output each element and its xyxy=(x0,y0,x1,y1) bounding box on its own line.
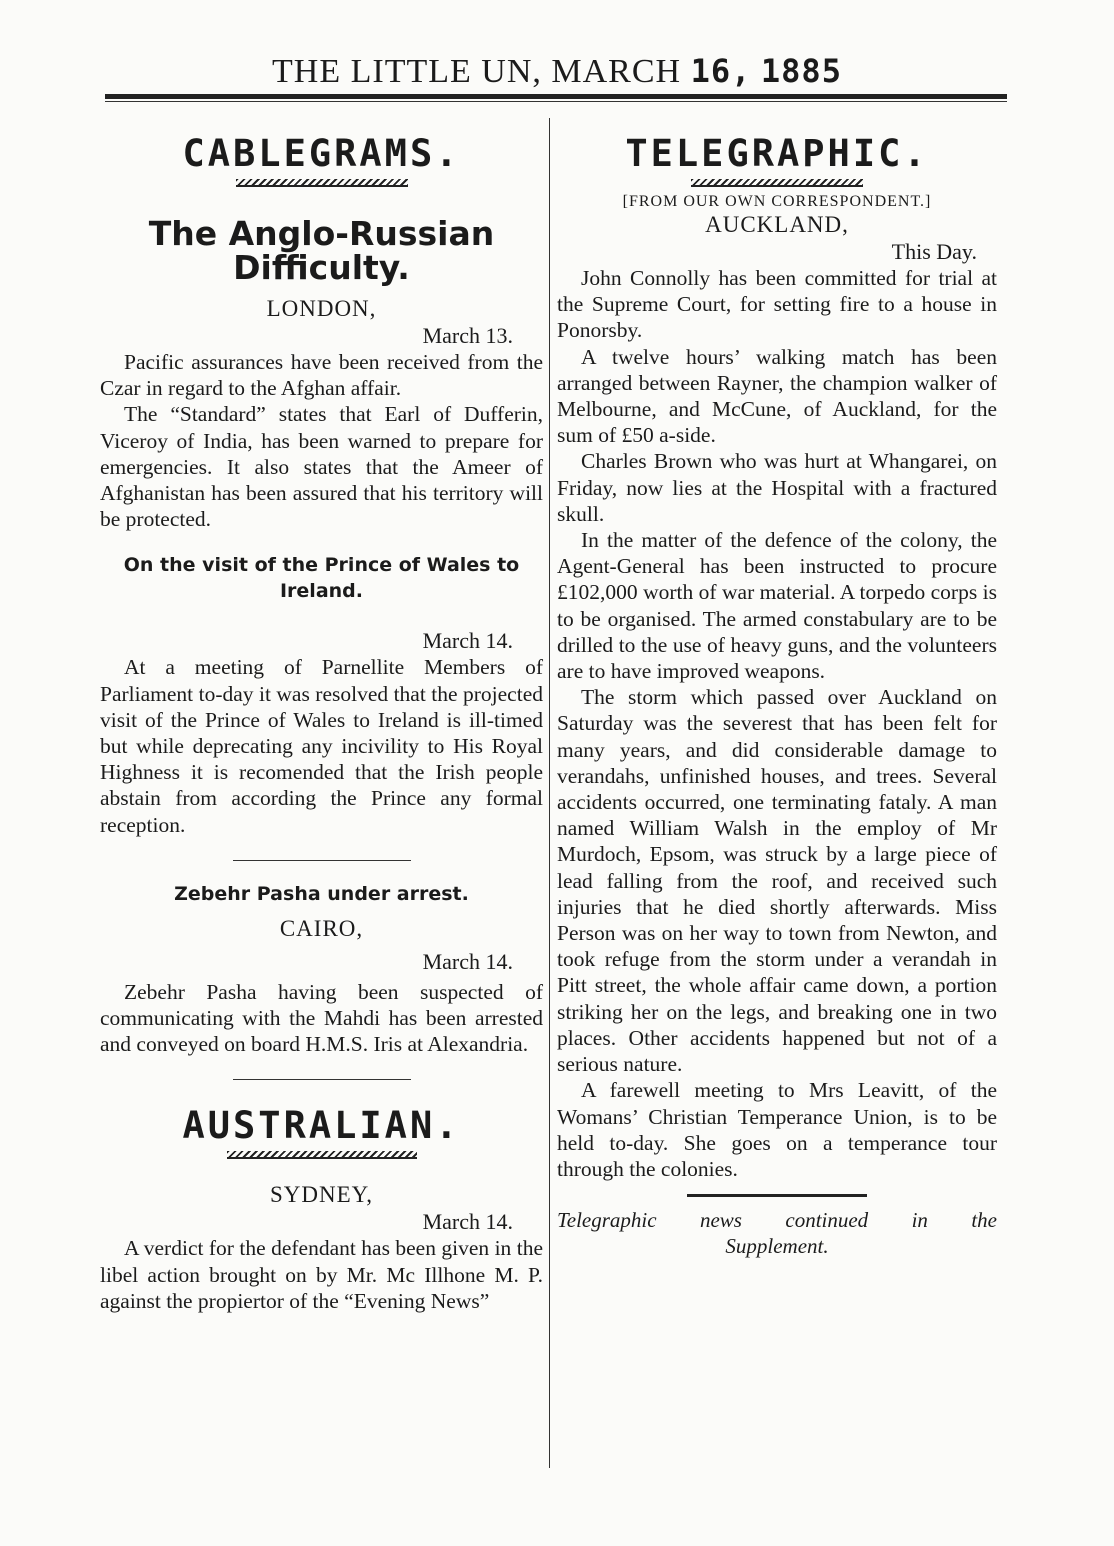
headline-prince-of-wales: On the visit of the Prince of Wales to Ireland. xyxy=(123,554,520,603)
masthead xyxy=(0,52,1114,91)
masthead-title: THE LITTLE UN, MARCH xyxy=(272,53,682,90)
date-this-day: This Day. xyxy=(891,239,977,264)
ornamental-rule xyxy=(691,179,863,187)
date-march-14: March 14. xyxy=(422,628,513,654)
masthead-rule xyxy=(105,94,1007,99)
date-march-14: March 14. xyxy=(422,948,513,974)
paragraph: Zebehr Pasha having been suspected of communicating with the Mahdi has been arrested and conveyed on board H.M.S. Iris at Alexandria. xyxy=(100,979,543,1057)
paragraph: The “Standard” states that Earl of Dufferin, Viceroy of India, has been warned to prepare for emergencies. It also states that the Ameer of Afghanistan has been assured that his territory will be protected. xyxy=(100,402,543,532)
masthead-year: 1885 xyxy=(760,52,842,90)
paragraph: A verdict for the defendant has been given in the libel action brought on by Mr. Mc Illhone M. P. against the propiertor of the “Evening News” xyxy=(100,1236,543,1313)
dateline-cairo: CAIRO, xyxy=(279,915,364,941)
paragraph: At a meeting of Parnellite Members of Parliament to-day it was resolved that the projected visit of the Prince of Wales to Ireland is ill-timed but while deprecating any incivility to His Royal Highness it is recomended that the Irish people abstain from according the Prince any formal reception. xyxy=(100,655,543,837)
masthead-day: 16, xyxy=(690,52,752,90)
right-column xyxy=(557,108,997,1259)
paragraph: A twelve hours’ walking match has been arranged between Rayner, the champion walker of Melbourne, and McCune, of Auckland, for the sum of £50 a-side. xyxy=(557,344,997,448)
paragraph: Pacific assurances have been received from the Czar in regard to the Afghan affair. xyxy=(100,350,543,401)
dateline-sydney: SYDNEY, xyxy=(269,1182,374,1208)
date-march-14: March 14. xyxy=(422,1209,513,1235)
paragraph: A farewell meeting to Mrs Leavitt, of the Womans’ Christian Temperance Union, is to be held to-day. She goes on a temperance tour through the colonies. xyxy=(557,1078,997,1181)
ornamental-rule xyxy=(227,1151,417,1159)
continued-note: Telegraphic news continued in the xyxy=(557,1208,997,1233)
date-march-13: March 13. xyxy=(422,323,513,348)
headline-zebehr-pasha: Zebehr Pasha under arrest. xyxy=(174,882,469,905)
section-title-telegraphic: TELEGRAPHIC. xyxy=(625,132,929,175)
left-column xyxy=(100,108,543,1314)
paragraph: In the matter of the defence of the colony, the Agent-General has been instructed to procure £102,000 worth of war material. A torpedo corps is to be organised. The armed constabulary are to be drilled to the use of heavy guns, and the volunteers are to have improved weapons. xyxy=(557,528,997,684)
column-divider xyxy=(549,118,550,1468)
dateline-auckland: AUCKLAND, xyxy=(705,212,849,237)
dateline-london: LONDON, xyxy=(266,296,377,321)
paragraph: The storm which passed over Auckland on Saturday was the severest that has been felt for many years, and did considerable damage to verandahs, unfinished houses, and trees. Several accidents occurred, one terminating fataly. A man named William Walsh in the employ of Mr Murdoch, Epsom, was struck by a large piece of lead falling from the roof, and received such injuries that he died shortly afterwards. Miss Person was on her way to town from Newton, and took refuge from the storm under a verandah in Pitt street, the whole affair came down, a portion striking her on the legs, and breaking one in two places. Other accidents happened but not of a serious nature. xyxy=(557,685,997,1077)
correspondent-note: [FROM OUR OWN CORRESPONDENT.] xyxy=(622,193,932,210)
paragraph: John Connolly has been committed for trial at the Supreme Court, for setting fire to a house in Ponorsby. xyxy=(557,266,997,343)
ornamental-rule xyxy=(236,179,408,187)
continued-note-supplement: Supplement. xyxy=(725,1234,829,1259)
section-title-australian: AUSTRALIAN. xyxy=(182,1104,461,1148)
section-title-cablegrams: CABLEGRAMS. xyxy=(182,132,461,175)
headline-anglo-russian: The Anglo-Russian Difficulty. xyxy=(148,214,495,287)
paragraph: Charles Brown who was hurt at Whangarei, on Friday, now lies at the Hospital with a fractured skull. xyxy=(557,449,997,526)
